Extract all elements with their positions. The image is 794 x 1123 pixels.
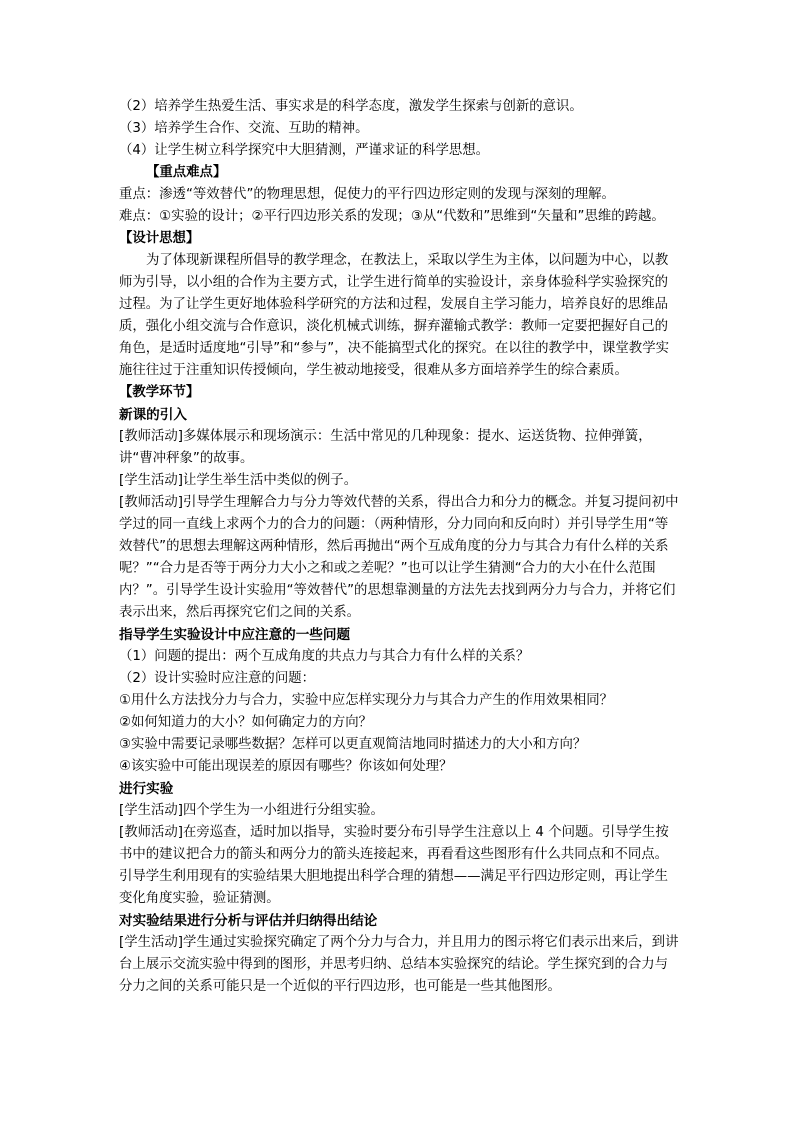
analysis-paragraph: [学生活动]学生通过实验探究确定了两个分力与合力，并且用力的图示将它们表示出来后，到讲台上展示交流实验中得到的图形，并思考归纳、总结本实验探究的结论。学生探究到的合力与分力之间的关系可能只是一个近似的平行四边形，也可能是一些其他图形。 bbox=[119, 935, 679, 994]
intro-paragraph: [教师活动]多媒体展示和现场演示：生活中常见的几种现象：提水、运送货物、拉伸弹簧，讲“曹冲秤象”的故事。 bbox=[119, 429, 652, 466]
design-body: 为了体现新课程所倡导的教学理念，在教法上，采取以学生为主体，以问题为中心，以教师为引导，以小组的合作为主要方式，让学生进行简单的实验设计，亲身体验科学实验探究的过程。为了让学生更好地体验科学研究的方法和过程，发展自主学习能力，培养良好的思维品质，强化小组交流与合作意识，淡化机械式训练，摒弃灌输式教学：教师一定要把握好自己的角色，是适时适度地“引导”和“参与”，决不能搞型式化的探究。在以往的教学中，课堂教学实施往往过于注重知识传授倾向，学生被动地接受，很难从多方面培养学生的综合素质。 bbox=[119, 253, 669, 378]
objective-4: （4）让学生树立科学探究中大胆猜测，严谨求证的科学思想。 bbox=[119, 143, 490, 158]
experiment-paragraph: [学生活动]四个学生为一小组进行分组实验。 bbox=[119, 803, 384, 818]
document-page bbox=[119, 96, 679, 998]
experiment-title: 进行实验 bbox=[119, 781, 174, 797]
objective-2: （2）培养学生热爱生活、事实求是的科学态度，激发学生探索与创新的意识。 bbox=[119, 99, 583, 114]
guide-item: ④该实验中可能出现误差的原因有哪些？你该如何处理？ bbox=[119, 759, 453, 774]
guide-item: ②如何知道力的大小？如何确定力的方向？ bbox=[119, 715, 373, 730]
key-points-difficulty: 难点：①实验的设计；②平行四边形关系的发现；③从“代数和”思维到“矢量和”思维的跨越。 bbox=[119, 209, 665, 224]
intro-paragraph: [教师活动]引导学生理解合力与分力等效代替的关系，得出合力和分力的概念。并复习提问初中学过的同一直线上求两个力的合力的问题：（两种情形，分力同向和反向时）并引导学生用“等效替代”的思想去理解这两种情形，然后再抛出“两个互成角度的分力与其合力有什么样的关系呢？”“合力是否等于两分力大小之和或之差呢？”也可以让学生猜测“合力的大小在什么范围内？”。引导学生设计实验用“等效替代”的思想靠测量的方法先去找到两分力与合力，并将它们表示出来，然后再探究它们之间的关系。 bbox=[119, 495, 679, 620]
objective-3: （3）培养学生合作、交流、互助的精神。 bbox=[119, 121, 369, 136]
guide-item: ①用什么方法找分力与合力，实验中应怎样实现分力与其合力产生的作用效果相同？ bbox=[119, 693, 614, 708]
guide-item: （2）设计实验时应注意的问题： bbox=[119, 671, 315, 686]
key-points-heading: 【重点难点】 bbox=[146, 165, 227, 180]
design-heading: 【设计思想】 bbox=[119, 231, 200, 246]
teaching-heading: 【教学环节】 bbox=[119, 385, 200, 400]
experiment-paragraph: [教师活动]在旁巡查，适时加以指导，实验时要分布引导学生注意以上 4 个问题。引导学生按书中的建议把合力的箭头和两分力的箭头连接起来，再看看这些图形有什么共同点和不同点。引导学生利用现有的实验结果大胆地提出科学合理的猜想——满足平行四边形定则，再让学生变化角度实验，验证猜测。 bbox=[119, 825, 669, 906]
guide-title: 指导学生实验设计中应注意的一些问题 bbox=[119, 627, 351, 643]
guide-item: ③实验中需要记录哪些数据？怎样可以更直观简洁地同时描述力的大小和方向？ bbox=[119, 737, 587, 752]
analysis-title: 对实验结果进行分析与评估并归纳得出结论 bbox=[119, 913, 378, 929]
guide-item: （1）问题的提出：两个互成角度的共点力与其合力有什么样的关系？ bbox=[119, 649, 530, 664]
intro-paragraph: [学生活动]让学生举生活中类似的例子。 bbox=[119, 473, 358, 488]
intro-title: 新课的引入 bbox=[119, 407, 187, 423]
key-points-focus: 重点：渗透“等效替代”的物理思想，促使力的平行四边形定则的发现与深刻的理解。 bbox=[119, 187, 615, 202]
